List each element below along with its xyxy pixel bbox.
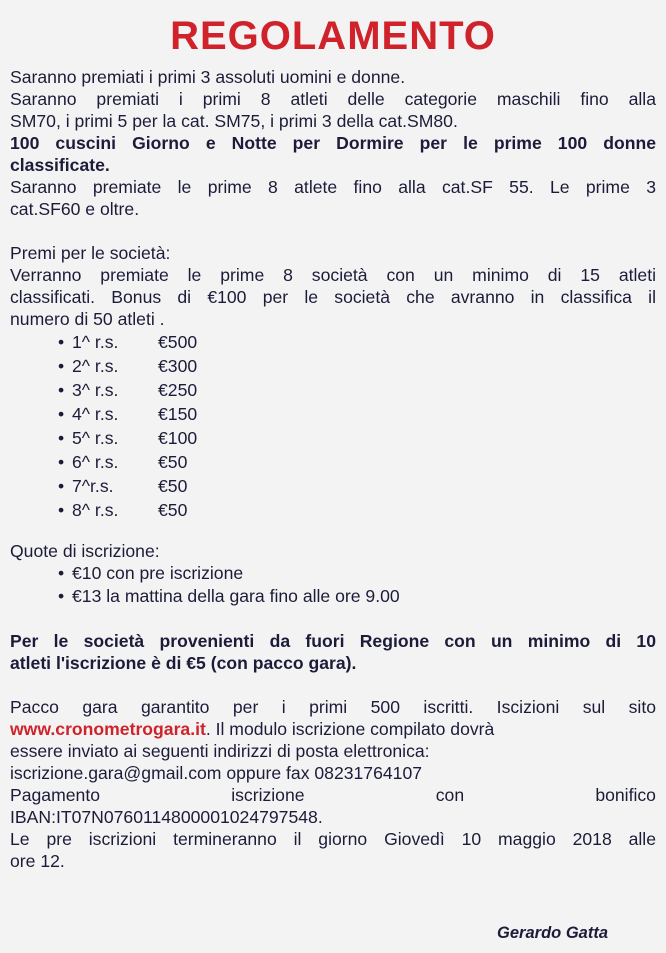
list-item: • 5^ r.s. €100 <box>58 428 198 448</box>
list-item: • €10 con pre iscrizione <box>58 563 244 583</box>
bullet-icon: • <box>58 332 65 352</box>
website-link[interactable]: www.cronometrogara.it <box>10 719 206 739</box>
deadline-line: ore 12. <box>10 851 65 871</box>
deadline-line: Le pre iscrizioni termineranno il giorno Giovedì 10 maggio 2018 alle <box>10 829 656 849</box>
pacco-text-line: Pacco gara garantito per i primi 500 iscritti. Iscizioni sul sito <box>10 697 656 717</box>
spacer <box>10 674 656 696</box>
fuori-regione-line: Per le società provenienti da fuori Regione con un minimo di 10 <box>10 631 656 651</box>
iban-line: IBAN:IT07N0760114800001024797548. <box>10 807 323 827</box>
bullet-icon: • <box>58 428 65 448</box>
pacco-text-line: essere inviato ai seguenti indirizzi di posta elettronica: <box>10 741 430 761</box>
pagamento-line: Pagamento iscrizione con bonifico <box>10 785 656 805</box>
bold-notice-line: 100 cuscini Giorno e Notte per Dormire per le prime 100 donne <box>10 133 656 153</box>
prize-text-line: Saranno premiati i primi 8 atleti delle categorie maschili fino alla <box>10 89 656 109</box>
fuori-regione-line: atleti l'iscrizione è di €5 (con pacco gara). <box>10 653 357 673</box>
prize-text-line: Saranno premiati i primi 3 assoluti uomini e donne. <box>10 67 406 87</box>
list-item: • 7^r.s. €50 <box>58 476 188 496</box>
signature: Gerardo Gatta <box>497 924 608 942</box>
societa-heading: Premi per le società: <box>10 243 171 263</box>
list-item: • 2^ r.s. €300 <box>58 356 198 376</box>
bold-notice-line: classificate. <box>10 155 110 175</box>
bullet-icon: • <box>58 404 65 424</box>
societa-text-line: numero di 50 atleti . <box>10 309 165 329</box>
prize-text-line: SM70, i primi 5 per la cat. SM75, i primi 3 della cat.SM80. <box>10 111 458 131</box>
societa-text-line: Verranno premiate le prime 8 società con un minimo di 15 atleti <box>10 265 656 285</box>
quote-list <box>10 562 656 608</box>
list-item: • 1^ r.s. €500 <box>58 332 198 352</box>
list-item: • 6^ r.s. €50 <box>58 452 188 472</box>
spacer <box>10 220 656 242</box>
list-item: • 3^ r.s. €250 <box>58 380 198 400</box>
bullet-icon: • <box>58 356 65 376</box>
societa-text-line: classificati. Bonus di €100 per le società che avranno in classifica il <box>10 287 656 307</box>
bullet-icon: • <box>58 563 65 583</box>
bullet-icon: • <box>58 380 65 400</box>
women-prize-line: Saranno premiate le prime 8 atlete fino alla cat.SF 55. Le prime 3 <box>10 177 656 197</box>
spacer <box>10 522 656 540</box>
bullet-icon: • <box>58 452 65 472</box>
contact-line: iscrizione.gara@gmail.com oppure fax 08231764107 <box>10 763 423 783</box>
bullet-icon: • <box>58 476 65 496</box>
spacer <box>10 608 656 630</box>
bullet-icon: • <box>58 500 65 520</box>
bullet-icon: • <box>58 586 65 606</box>
list-item: • 8^ r.s. €50 <box>58 500 188 520</box>
page-title: REGOLAMENTO <box>170 14 496 58</box>
list-item: • €13 la mattina della gara fino alle ore 9.00 <box>58 586 400 606</box>
quote-heading: Quote di iscrizione: <box>10 541 160 561</box>
prize-list <box>10 330 656 522</box>
pacco-text-line: www.cronometrogara.it. Il modulo iscrizione compilato dovrà <box>10 719 495 739</box>
women-prize-line: cat.SF60 e oltre. <box>10 199 140 219</box>
list-item: • 4^ r.s. €150 <box>58 404 198 424</box>
